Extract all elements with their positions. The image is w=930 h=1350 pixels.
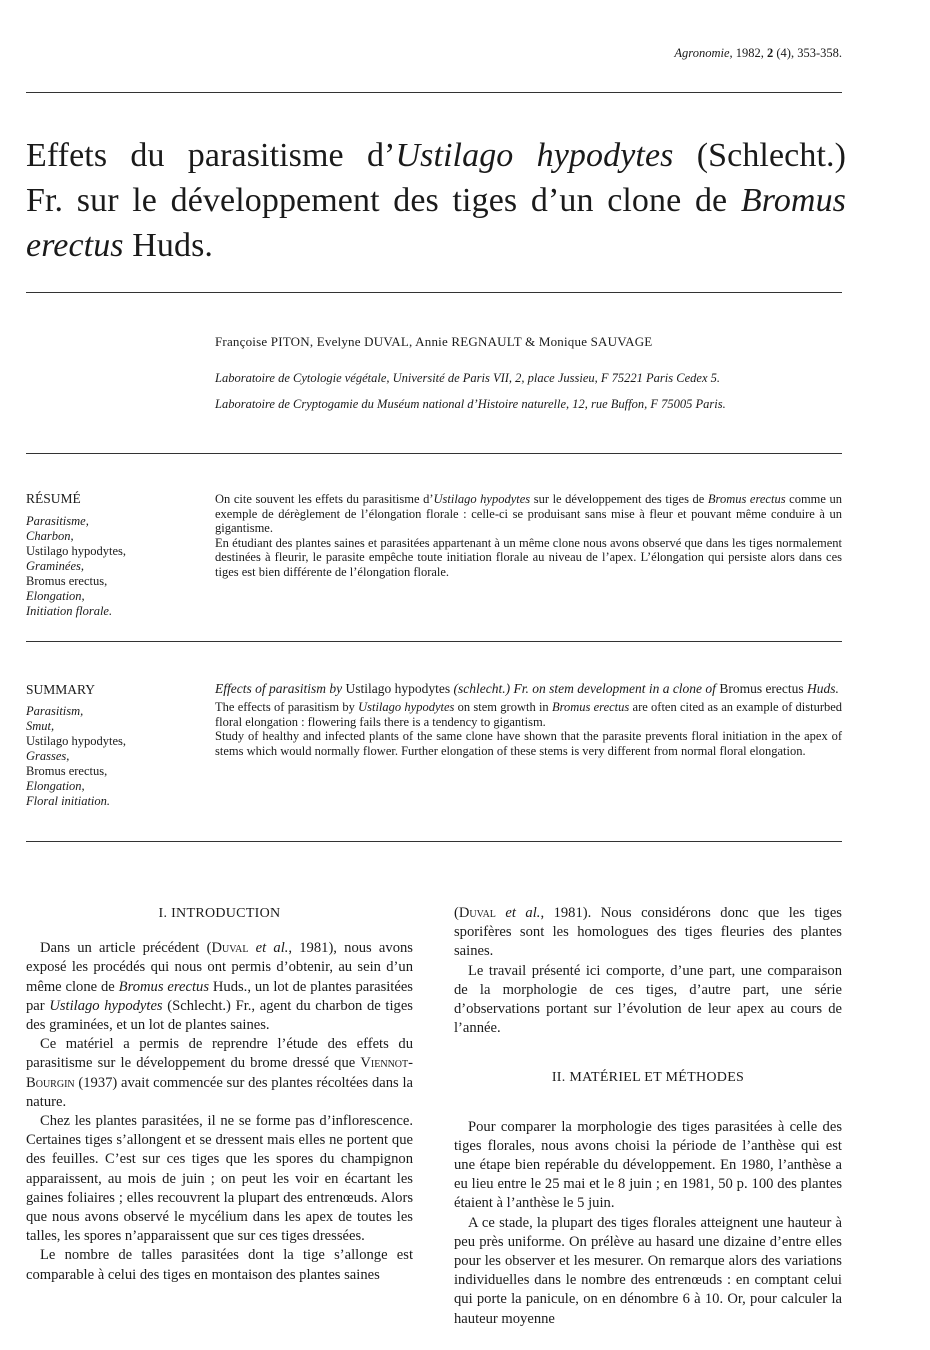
article-title (26, 133, 846, 268)
resume-abstract (215, 492, 842, 580)
journal-year: 1982, (735, 46, 764, 60)
methods-paragraph-1: Pour comparer la morphologie des tiges parasitées à celle des tiges florales, nous avons choisi la période de l’anthèse qui est une étape bien repérable du développement. En 1980, l’anthèse a eu lieu entre le 25 mai et le 8 juin ; en 1981, 50 p. 100 des plantes étaient à l’anthèse le 5 juin. (454, 1118, 842, 1212)
resume-paragraph-2: En étudiant des plantes saines et parasitées appartenant à un même clone nous avons observé que dans les tiges normalement destinées à fleurir, le parasite empêche toute initiation florale au niveau de l’apex. L’élongation qui persiste alors dans ces tiges est bien différente de l’élongation florale. (215, 535, 842, 579)
body-column-right (454, 904, 842, 1329)
keyword: Bromus erectus, (26, 574, 108, 588)
intro-paragraph-6: Le travail présenté ici comporte, d’une part, une comparaison de la morphologie de ces tiges, d’autre part, une série d’observations portant sur l’évolution de leur apex au cours de l’année. (454, 962, 842, 1037)
journal-issue-pages: (4), 353-358. (776, 46, 842, 60)
intro-paragraph-4: Le nombre de talles parasitées dont la tige s’allonge est comparable à celui des tiges en montaison des plantes saines (26, 1247, 413, 1283)
authors-rule (26, 453, 842, 454)
authors: Françoise PITON, Evelyne DUVAL, Annie REGNAULT & Monique SAUVAGE (215, 334, 653, 349)
header-rule (26, 92, 842, 93)
methods-paragraph-2: A ce stade, la plupart des tiges florales atteignent une hauteur à peu près uniforme. On prélève au hasard une dizaine d’entre elles pour les observer et les mesurer. On remarque alors des variations individuelles dans le nombre des entrenœuds : en comptant celui qui porte la panicule, on en dénombre 6 à 10. Or, pour calculer la hauteur moyenne (454, 1214, 842, 1327)
journal-volume: 2 (767, 46, 774, 60)
summary-rule (26, 841, 842, 842)
keyword: Graminées, (26, 559, 84, 573)
summary-abstract (215, 681, 842, 758)
resume-rule (26, 641, 842, 642)
keyword: Smut, (26, 719, 55, 733)
keyword: Charbon, (26, 529, 74, 543)
keyword: Parasitisme, (26, 514, 89, 528)
resume-keywords (26, 514, 126, 619)
keyword: Ustilago hypodytes, (26, 544, 126, 558)
keyword: Parasitism, (26, 704, 84, 718)
keyword: Elongation, (26, 589, 85, 603)
keyword: Elongation, (26, 779, 85, 793)
summary-paragraph-1: The effects of parasitism by Ustilago hypodytes on stem growth in Bromus erectus are often cited as an example of disturbed floral elongation : flowering fails there is a tendency to gigantism. (215, 700, 843, 729)
keyword: Floral initiation. (26, 794, 111, 808)
journal-name: Agronomie, (674, 46, 733, 60)
intro-paragraph-2: Ce matériel a permis de reprendre l’étude des effets du parasitisme sur le développement du brome dressé que Viennot-Bourgin (1937) avait commencée sur des plantes récoltées dans la nature. (26, 1036, 413, 1110)
intro-paragraph-5: (Duval et al., 1981). Nous considérons donc que les tiges sporifères sont les homologues des tiges fleuries des plantes saines. (454, 905, 842, 960)
summary-paragraph-2: Study of healthy and infected plants of the same clone have shown that the parasite prevents floral initiation in the apex of stems which would normally flower. Further elongation of these stems is very different from normal floral elongation. (215, 729, 842, 758)
intro-paragraph-1: Dans un article précédent (Duval et al., 1981), nous avons exposé les procédés qui nous ont permis d’obtenir, au sein d’un même clone de Bromus erectus Huds., un lot de plantes parasitées par Ustilago hypodytes (Schlecht.) Fr., agent du charbon de tiges des graminées, et un lot de plantes saines. (26, 940, 413, 1034)
intro-paragraph-3: Chez les plantes parasitées, il ne se forme pas d’inflorescence. Certaines tiges s’allongent et se dressent mais elles ne portent que des feuilles. C’est sur ces tiges que les spores du champignon apparaissent, au mois de juin ; on peut les voir en écartant les gaines foliaires ; elles recouvrent la plupart des entrenœuds. Alors que nous avons observé le mycélium dans les apex de toutes les talles, les spores n’apparaissent que sur ces tiges dressées. (26, 1113, 413, 1245)
keyword: Bromus erectus, (26, 764, 108, 778)
title-rule (26, 292, 842, 293)
keyword: Initiation florale. (26, 604, 113, 618)
section-heading-methods: II. MATÉRIEL ET MÉTHODES (551, 1070, 745, 1086)
resume-heading: RÉSUMÉ (26, 491, 81, 506)
title-line-1: Effets du parasitisme d’Ustilago hypodytes (Schlecht.) (26, 137, 847, 174)
summary-keywords (26, 704, 126, 809)
affiliation-1: Laboratoire de Cytologie végétale, Université de Paris VII, 2, place Jussieu, F 75221 Paris Cedex 5. (215, 371, 720, 385)
section-heading-introduction: I. INTRODUCTION (158, 906, 281, 921)
journal-citation (674, 46, 842, 61)
keyword: Grasses, (26, 749, 70, 763)
title-line-3: erectus Huds. (26, 227, 214, 264)
resume-paragraph-1: On cite souvent les effets du parasitisme d’Ustilago hypodytes sur le développement des tiges de Bromus erectus comme un exemple de dérèglement de l’élongation florale : celle-ci se produisant sans mise à fleur et pouvant même conduire à un gigantisme. (215, 492, 843, 536)
keyword: Ustilago hypodytes, (26, 734, 126, 748)
summary-title: Effects of parasitism by Ustilago hypodytes (schlecht.) Fr. on stem development in a clone of Bromus erectus Huds. (215, 681, 839, 696)
body-column-left (26, 904, 413, 1285)
summary-heading: SUMMARY (26, 682, 96, 697)
title-line-2: Fr. sur le développement des tiges d’un clone de Bromus (26, 182, 846, 219)
affiliation-2: Laboratoire de Cryptogamie du Muséum national d’Histoire naturelle, 12, rue Buffon, F 75005 Paris. (215, 397, 726, 411)
